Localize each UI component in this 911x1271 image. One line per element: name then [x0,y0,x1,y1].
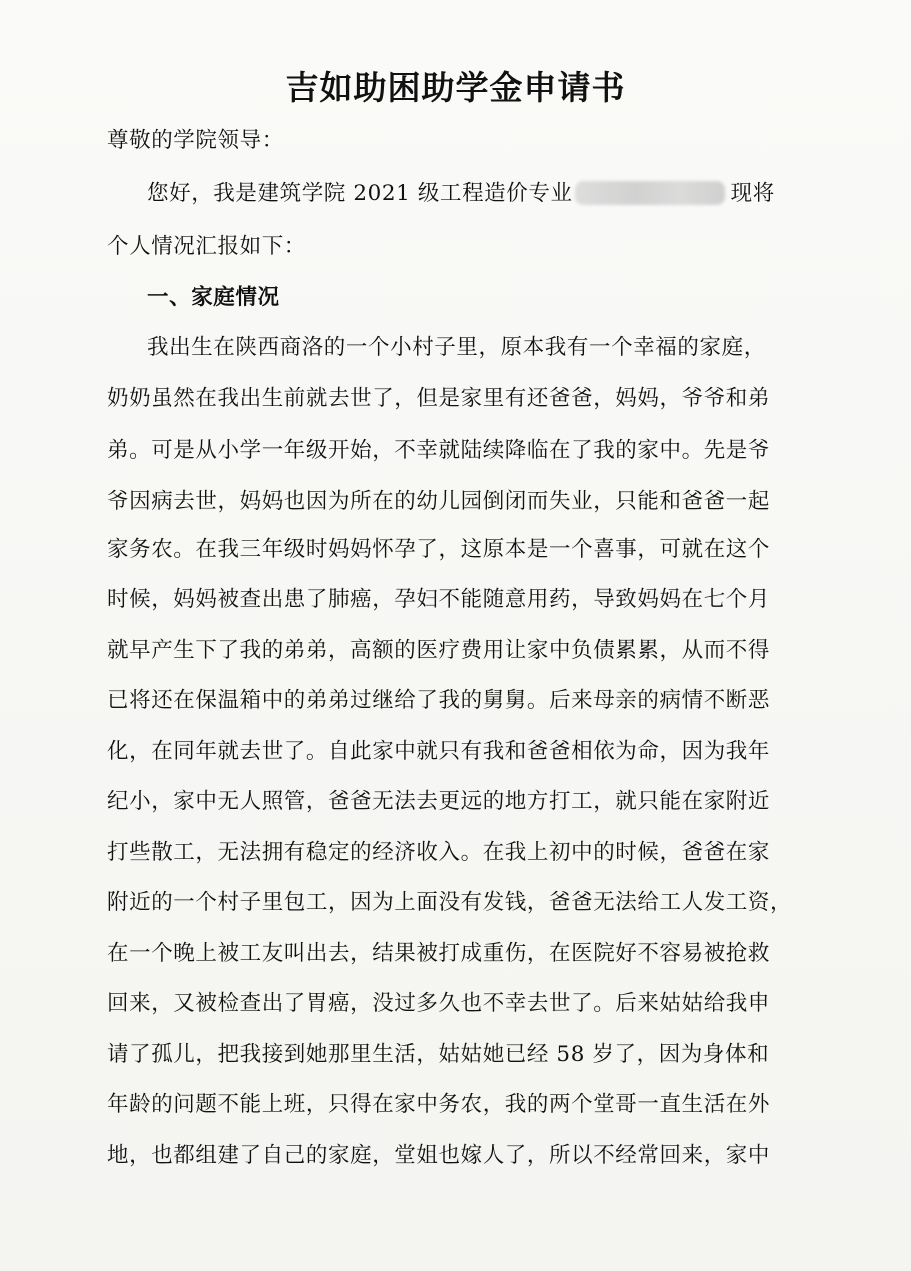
intro-line-2: 个人情况汇报如下： [107,234,306,259]
body-line: 家务农。在我三年级时妈妈怀孕了，这原本是一个喜事，可就在这个 [107,537,771,562]
body-line: 打些散工，无法拥有稳定的经济收入。在我上初中的时候，爸爸在家 [107,840,771,865]
section-heading-family: 一、家庭情况 [147,285,280,310]
body-line: 已将还在保温箱中的弟弟过继给了我的舅舅。后来母亲的病情不断恶 [107,688,771,713]
intro-line-1 [147,176,775,207]
body-line: 就早产生下了我的弟弟，高额的医疗费用让家中负债累累，从而不得 [107,638,771,663]
body-line: 请了孤儿，把我接到她那里生活，姑姑她已经 58 岁了，因为身体和 [107,1042,770,1067]
document-title: 吉如助困助学金申请书 [285,68,626,107]
redacted-name-block [575,181,725,205]
intro-text-part1: 您好，我是建筑学院 2021 级工程造价专业 [147,181,573,206]
body-line: 地，也都组建了自己的家庭，堂姐也嫁人了，所以不经常回来，家中 [107,1143,771,1168]
body-line: 爷因病去世，妈妈也因为所在的幼儿园倒闭而失业，只能和爸爸一起 [107,489,771,514]
intro-text-part2: 现将 [730,181,775,206]
body-line: 年龄的问题不能上班，只得在家中务农，我的两个堂哥一直生活在外 [107,1092,771,1117]
salutation: 尊敬的学院领导： [107,128,284,153]
body-line: 在一个晚上被工友叫出去，结果被打成重伤，在医院好不容易被抢救 [107,941,771,966]
body-line: 化，在同年就去世了。自此家中就只有我和爸爸相依为命，因为我年 [107,739,771,764]
body-line: 附近的一个村子里包工，因为上面没有发钱，爸爸无法给工人发工资， [107,890,793,915]
body-line: 时候，妈妈被查出患了肺癌，孕妇不能随意用药，导致妈妈在七个月 [107,587,771,612]
body-line: 我出生在陕西商洛的一个小村子里，原本我有一个幸福的家庭， [147,335,766,360]
body-line: 弟。可是从小学一年级开始，不幸就陆续降临在了我的家中。先是爷 [107,438,771,463]
body-line: 回来，又被检查出了胃癌，没过多久也不幸去世了。后来姑姑给我申 [107,991,771,1016]
body-line: 纪小，家中无人照管，爸爸无法去更远的地方打工，就只能在家附近 [107,789,771,814]
body-line: 奶奶虽然在我出生前就去世了，但是家里有还爸爸，妈妈，爷爷和弟 [107,386,771,411]
